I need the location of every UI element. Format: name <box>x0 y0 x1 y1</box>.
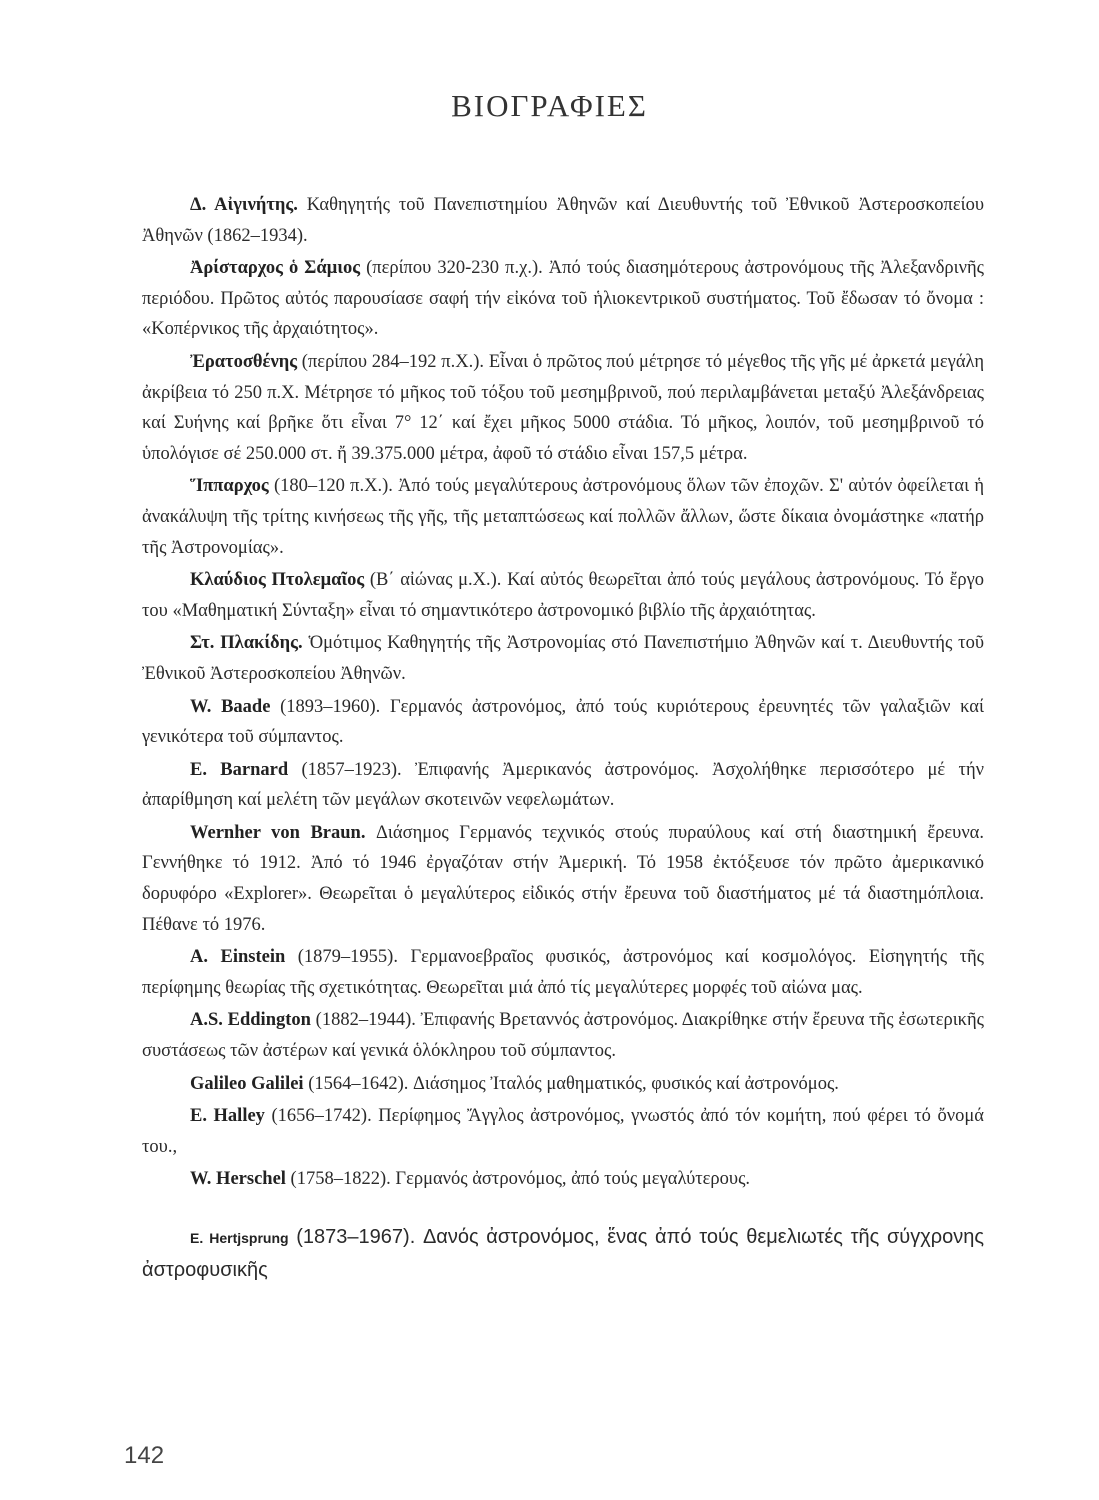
page-number: 142 <box>124 1442 165 1469</box>
entry-name: Στ. Πλακίδης. <box>190 633 303 654</box>
entry-text: (1893–1960). Γερμανός ἀστρονόμος, ἀπό τούς κυριότερους ἐρευνητές τῶν γαλαξιῶν καί γενικότερα τοῦ σύμπαντος. <box>142 696 984 748</box>
entry-text: (Β΄ αἰώνας μ.Χ.). Καί αὐτός θεωρεῖται ἀπό τούς μεγάλους ἀστρονόμους. Τό ἔργο του «Μαθηματική Σύνταξη» εἶναι τό σημαντικότερο ἀστρονομικό βιβλίο τῆς ἀρχαιότητας. <box>142 570 985 621</box>
entry-name: E. Barnard <box>190 759 289 780</box>
entry-text: (1857–1923). Ἐπιφανής Ἀμερικανός ἀστρονόμος. Ἀσχολήθηκε περισσότερο μέ τήν ἀπαρίθμηση καί μελέτη τῶν μεγάλων σκοτεινῶν νεφελωμάτων. <box>142 759 984 811</box>
list-item <box>142 692 984 753</box>
list-item <box>142 347 984 469</box>
list-item <box>142 1221 984 1286</box>
entry-text: (1758–1822). Γερμανός ἀστρονόμος, ἀπό τούς μεγαλύτερους. <box>285 1169 751 1190</box>
entry-text: (1873–1967). Δανός ἀστρονόμος, ἕνας ἀπό τούς θεμελιωτές τῆς σύγχρονης ἀστροφυσικῆς <box>142 1226 984 1281</box>
entry-name: W. Herschel <box>190 1169 286 1190</box>
entry-name: A.S. Eddington <box>190 1010 311 1031</box>
entry-text: (1882–1944). Ἐπιφανής Βρεταννός ἀστρονόμος. Διακρίθηκε στήν ἔρευνα τῆς ἐσωτερικῆς συστάσεως τῶν ἀστέρων καί γενικά ὁλόκληρου τοῦ σύμπαντος. <box>142 1010 984 1062</box>
entry-name: Κλαύδιος Πτολεμαῖος <box>190 570 365 591</box>
list-item <box>142 253 984 345</box>
entry-name: Ἀρίσταρχος ὁ Σάμιος <box>190 258 360 279</box>
entry-name: E. Hertjsprung <box>190 1230 289 1246</box>
list-item <box>142 1069 984 1100</box>
page-title: ΒΙΟΓΡΑΦΙΕΣ <box>451 88 648 123</box>
entry-name: Ἐρατοσθένης <box>190 351 298 372</box>
entry-name: Ἵππαρχος <box>190 476 269 497</box>
list-item <box>142 1101 984 1162</box>
entry-text: (1564–1642). Διάσημος Ἰταλός μαθηματικός, φυσικός καί ἀστρονόμος. <box>303 1073 839 1094</box>
entry-name: Galileo Galilei <box>190 1073 304 1094</box>
entry-text: Καθηγητής τοῦ Πανεπιστημίου Ἀθηνῶν καί Διευθυντής τοῦ Ἐθνικοῦ Ἀστεροσκοπείου Ἀθηνῶν (1862–1934). <box>142 195 984 246</box>
entry-text: (180–120 π.Χ.). Ἀπό τούς μεγαλύτερους ἀστρονόμους ὅλων τῶν ἐποχῶν. Σ' αὐτόν ὀφείλεται ἡ ἀνακάλυψη τῆς τρίτης κινήσεως τῆς γῆς, τῆς μεταπτώσεως καί πολλῶν ἄλλων, ὥστε δίκαια ὀνομάστηκε «πατήρ τῆς Ἀστρονομίας». <box>142 476 984 558</box>
entry-text: (1879–1955). Γερμανοεβραῖος φυσικός, ἀστρονόμος καί κοσμολόγος. Εἰσηγητής τῆς περίφημης θεωρίας τῆς σχετικότητας. Θεωρεῖται μιά ἀπό τίς μεγαλύτερες μορφές τοῦ αἰώνα μας. <box>142 947 984 998</box>
list-item <box>142 471 984 563</box>
entry-text: (περίπου 284–192 π.Χ.). Εἶναι ὁ πρῶτος πού μέτρησε τό μέγεθος τῆς γῆς μέ ἀρκετά μεγάλη ἀκρίβεια τό 250 π.Χ. Μέτρησε τό μῆκος τοῦ τόξου τοῦ μεσημβρινοῦ, πού περιλαμβάνεται μεταξύ Ἀλεξάνδρειας καί Συήνης καί βρῆκε ὅτι εἶναι 7° 12΄ καί ἔχει μῆκος 5000 στάδια. Τό μῆκος, λοιπόν, τοῦ μεσημβρινοῦ τό ὑπολόγισε σέ 250.000 στ. ἤ 39.375.000 μέτρα, ἀφοῦ τό στάδιο εἶναι 157,5 μέτρα. <box>142 351 984 464</box>
list-item <box>142 565 984 626</box>
entry-text: Διάσημος Γερμανός τεχνικός στούς πυραύλους καί στή διαστημική ἔρευνα. Γεννήθηκε τό 1912. Ἀπό τό 1946 ἐργαζόταν στήν Ἀμερική. Τό 1958 ἐκτόξευσε τόν πρῶτο ἀμερικανικό δορυφόρο «Explorer». Θεωρεῖται ὁ μεγαλύτερος εἰδικός στήν ἔρευνα τοῦ διαστήματος μέ τά διαστημόπλοια. Πέθανε τό 1976. <box>142 822 985 935</box>
entry-name: E. Halley <box>190 1106 265 1127</box>
entry-name: A. Einstein <box>190 947 286 968</box>
list-item <box>142 1005 984 1066</box>
entry-name: Wernher von Braun. <box>190 822 366 843</box>
entry-name: W. Baade <box>190 696 271 717</box>
list-item <box>142 1164 984 1195</box>
entry-name: Δ. Αἰγινήτης. <box>190 195 298 215</box>
entry-text: (περίπου 320-230 π.χ.). Ἀπό τούς διασημότερους ἀστρονόμους τῆς Ἀλεξανδρινῆς περιόδου. Πρῶτος αὐτός παρουσίασε σαφή τήν εἰκόνα τοῦ ἡλιοκεντρικοῦ συστήματος. Τοῦ ἔδωσαν τό ὄνομα : «Κοπέρνικος τῆς ἀρχαιότητος». <box>142 258 985 340</box>
list-item <box>142 942 984 1003</box>
list-item <box>142 190 984 251</box>
entry-text: (1656–1742). Περίφημος Ἄγγλος ἀστρονόμος, γνωστός ἀπό τόν κομήτη, πού φέρει τό ὄνομά του., <box>142 1106 984 1157</box>
list-item <box>142 755 984 816</box>
list-item <box>142 818 984 940</box>
entry-text: Ὁμότιμος Καθηγητής τῆς Ἀστρονομίας στό Πανεπιστήμιο Ἀθηνῶν καί τ. Διευθυντής τοῦ Ἐθνικοῦ Ἀστεροσκοπείου Ἀθηνῶν. <box>142 633 984 684</box>
list-item <box>142 628 984 689</box>
biographies-list <box>142 190 984 1288</box>
